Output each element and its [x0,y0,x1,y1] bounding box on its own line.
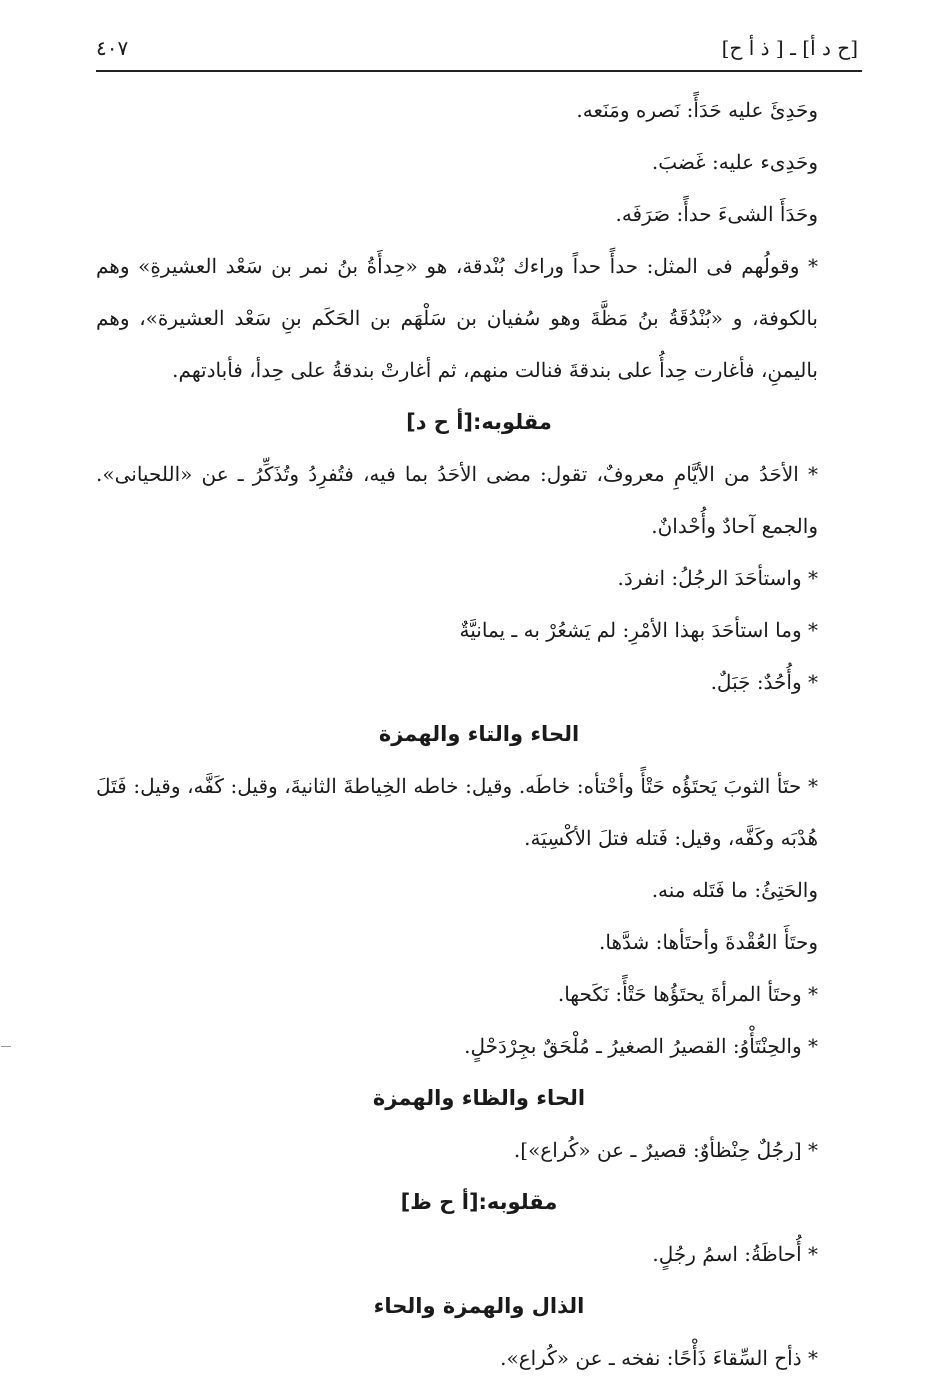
entry-line: * وأُحُدٌ: جَبَلٌ. [710,670,818,694]
section-heading: الحاء والتاء والهمزة [378,722,580,746]
header-rule [96,70,862,72]
entry-paragraph: * حتَأ الثوبَ يَحتَؤُه حَتْأً وأحْتأه: خاطَه. وقيل: خاطه الخِياطةَ الثانيةَ، وقيل: كَفَّه، وقيل: فَتَلَ هُدْبَه وكَفَّه، وقيل: فَتله فتلَ الأكْسِيَة. [96,774,818,850]
page-body [96,84,862,1384]
entry-line: * وحتَأ المرأةَ يحتَؤُها حَتْأً: نَكَحها. [557,982,818,1006]
page-number: ٤٠٧ [96,36,129,60]
running-title: [ح د أ] ـ [ ذ أ ح] [721,36,858,60]
page-header [96,30,858,64]
entry-line: * واستأحَدَ الرجُلُ: انفردَ. [617,566,818,590]
entry-line: * والحِنْتَأْوُ: القصيرُ الصغيرُ ـ مُلْحَقٌ بجِرْدَحْلٍ. [464,1034,818,1058]
entry-paragraph: * الأحَدُ من الأيَّامِ معروفٌ، تقول: مضى الأحَدُ بما فيه، فتُفرِدُ وتُذَكِّرُ ـ عن «اللحيانى». والجمع آحادٌ وأُحْدانٌ. [96,462,818,538]
entry-paragraph: * وقولُهم فى المثل: حدأً حداً وراءك بُنْدقة، هو «حِدأَةُ بنُ نمر بن سَعْد العشيرةِ» وهم بالكوفة، و «بُنْدُقَةُ بنُ مَظَّةَ وهو سُفيان بن سَلْهَم بن الحَكَم بنِ سَعْد العشيرة»، وهم باليمنِ، فأغارت حِدأُ على بندقةَ فنالت منهم، ثم أغارتْ بندقةُ على حِدأ، فأبادتهم. [96,254,818,382]
entry-line: * [رجُلٌ حِنْظأوٌ: قصيرٌ ـ عن «كُراع»]. [513,1138,818,1162]
entry-line: وحَدَأَ الشىءَ حدأً: صَرَفَه. [615,202,818,226]
entry-line: * أُحاظَةُ: اسمُ رجُلٍ. [652,1242,818,1266]
section-heading: مقلوبه:[أ ح ظ] [400,1190,558,1214]
section-heading: الحاء والظاء والهمزة [372,1086,586,1110]
margin-mark [1,1046,11,1047]
entry-line: والحَتِئُ: ما فَتَله منه. [651,878,818,902]
entry-line: * وما استأحَدَ بهذا الأمْرِ: لم يَشعُرْ به ـ يمانيَّةٌ [459,618,818,642]
entry-line: * ذأح السِّقاءَ ذَأْحًا: نفخه ـ عن «كُراع». [500,1346,818,1370]
entry-line: وحَدِئَ عليه حَدَأً: نَصره ومَنَعه. [576,98,818,122]
section-heading: الذال والهمزة والحاء [373,1294,585,1318]
entry-line: وحَدِىء عليه: غَضبَ. [651,150,818,174]
entry-line: وحتَأَ العُقْدةَ وأحتَأها: شدَّها. [599,930,818,954]
section-heading: مقلوبه:[أ ح د] [406,410,552,434]
